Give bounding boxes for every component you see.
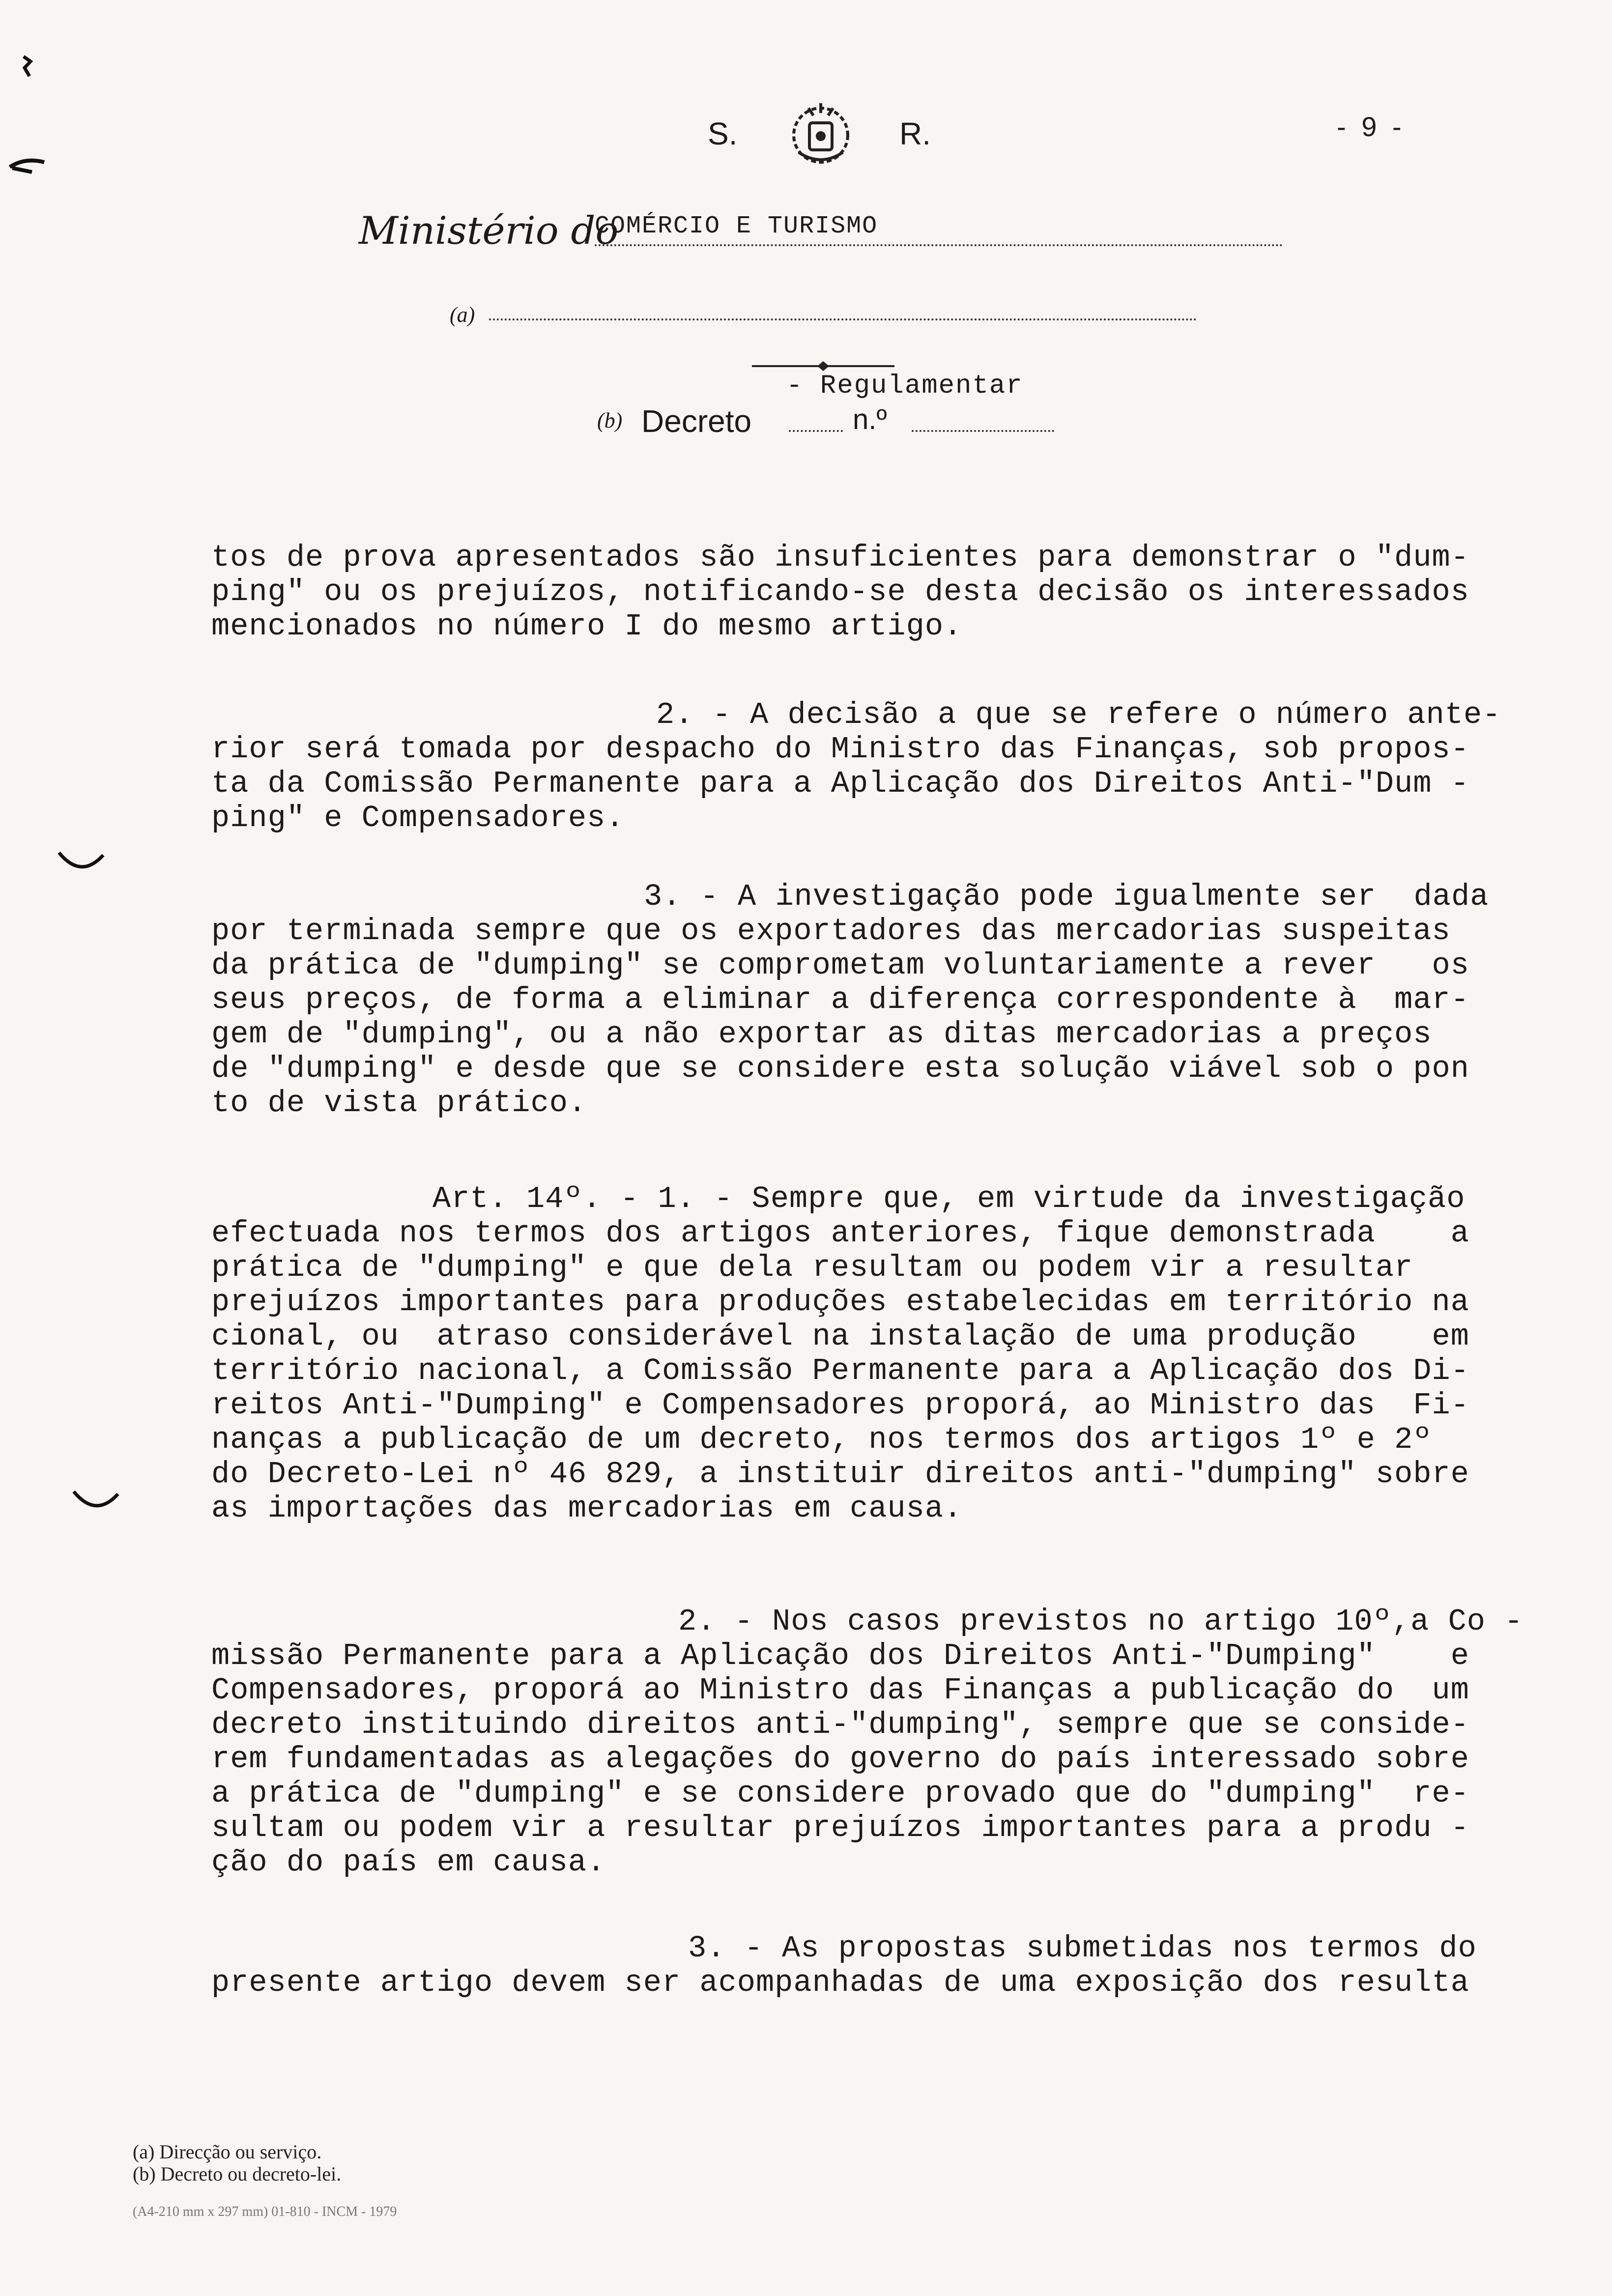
text-line: missão Permanente para a Aplicação dos Direitos Anti-"Dumping" e xyxy=(211,1638,1469,1673)
text-line: decreto instituindo direitos anti-"dumping", sempre que se conside- xyxy=(211,1707,1469,1742)
article-heading: Art. 14º. - 1. - Sempre que, em virtude da investigação xyxy=(432,1181,1466,1216)
text-line: ping" ou os prejuízos, notificando-se desta decisão os interessados xyxy=(211,574,1469,609)
coat-of-arms-emblem xyxy=(779,93,863,172)
paragraph-start: 2. - A decisão a que se refere o número ante- xyxy=(656,697,1501,732)
text-line: ping" e Compensadores. xyxy=(211,801,625,835)
numero-dotted-line xyxy=(912,430,1054,432)
paragraph-start: 3. - A investigação pode igualmente ser dada xyxy=(644,879,1489,914)
text-line: ta da Comissão Permanente para a Aplicação dos Direitos Anti-"Dum - xyxy=(211,766,1469,801)
ministerio-value: COMÉRCIO E TURISMO xyxy=(595,212,1283,246)
margin-mark-arrow xyxy=(5,152,49,177)
margin-mark-top xyxy=(20,54,34,84)
text-line: cional, ou atraso considerável na instalação de uma produção em xyxy=(211,1319,1469,1354)
text-line: rior será tomada por despacho do Ministro das Finanças, sob propos- xyxy=(211,732,1469,767)
text-line: efectuada nos termos dos artigos anteriores, fique demonstrada a xyxy=(211,1216,1469,1251)
header-s-left: S. xyxy=(708,116,738,151)
decreto-label: Decreto xyxy=(641,403,752,439)
text-line: presente artigo devem ser acompanhadas de uma exposição dos resulta xyxy=(211,1965,1469,2000)
header-r-right: R. xyxy=(899,116,931,151)
text-line: território nacional, a Comissão Permanente para a Aplicação dos Di- xyxy=(211,1353,1469,1388)
text-line: sultam ou podem vir a resultar prejuízos importantes para a produ - xyxy=(211,1810,1469,1845)
text-line: de "dumping" e desde que se considere esta solução viável sob o pon xyxy=(211,1051,1469,1086)
text-line: tos de prova apresentados são insuficientes para demonstrar o "dum- xyxy=(211,540,1469,575)
text-line: seus preços, de forma a eliminar a diferença correspondente à mar- xyxy=(211,982,1469,1017)
margin-hole-mark-2 xyxy=(69,1484,123,1519)
text-line: as importações das mercadorias em causa. xyxy=(211,1491,963,1526)
text-line: por terminada sempre que os exportadores das mercadorias suspeitas xyxy=(211,914,1451,948)
text-line: to de vista prático. xyxy=(211,1086,587,1120)
text-line: prejuízos importantes para produções estabelecidas em território na xyxy=(211,1285,1469,1320)
text-line: ção do país em causa. xyxy=(211,1845,606,1880)
footnote-ref-b: (b) xyxy=(597,408,623,432)
text-line: Compensadores, proporá ao Ministro das Finanças a publicação do um xyxy=(211,1673,1469,1708)
print-code: (A4-210 mm x 297 mm) 01-810 - INCM - 1979 xyxy=(133,2204,397,2219)
numero-label: n.º xyxy=(853,403,887,435)
text-line: do Decreto-Lei nº 46 829, a instituir direitos anti-"dumping" sobre xyxy=(211,1457,1469,1492)
text-line: a prática de "dumping" e se considere provado que do "dumping" re- xyxy=(211,1776,1469,1811)
text-line: reitos Anti-"Dumping" e Compensadores proporá, ao Ministro das Fi- xyxy=(211,1388,1469,1423)
footnote-b: (b) Decreto ou decreto-lei. xyxy=(133,2163,342,2185)
text-line: nanças a publicação de um decreto, nos termos dos artigos 1º e 2º xyxy=(211,1422,1432,1457)
paragraph-start: 3. - As propostas submetidas nos termos do xyxy=(688,1931,1477,1966)
footnote-a: (a) Direcção ou serviço. xyxy=(133,2141,322,2163)
ministerio-label: Ministério do xyxy=(359,209,619,253)
paragraph-start: 2. - Nos casos previstos no artigo 10º,a Co - xyxy=(678,1604,1524,1639)
footnote-ref-a: (a) xyxy=(450,303,475,327)
text-line: mencionados no número I do mesmo artigo. xyxy=(211,609,963,644)
direcao-dotted-line xyxy=(489,309,1197,320)
text-line: gem de "dumping", ou a não exportar as ditas mercadorias a preços xyxy=(211,1017,1432,1052)
text-line: prática de "dumping" e que dela resultam ou podem vir a resultar xyxy=(211,1250,1413,1285)
text-line: rem fundamentadas as alegações do governo do país interessado sobre xyxy=(211,1742,1469,1777)
decreto-dotted-line xyxy=(789,430,843,432)
margin-hole-mark-1 xyxy=(54,845,108,880)
regulamentar-label: - Regulamentar xyxy=(786,371,1023,401)
page-number: - 9 - xyxy=(1337,111,1406,142)
text-line: da prática de "dumping" se comprometam voluntariamente a rever os xyxy=(211,948,1469,983)
